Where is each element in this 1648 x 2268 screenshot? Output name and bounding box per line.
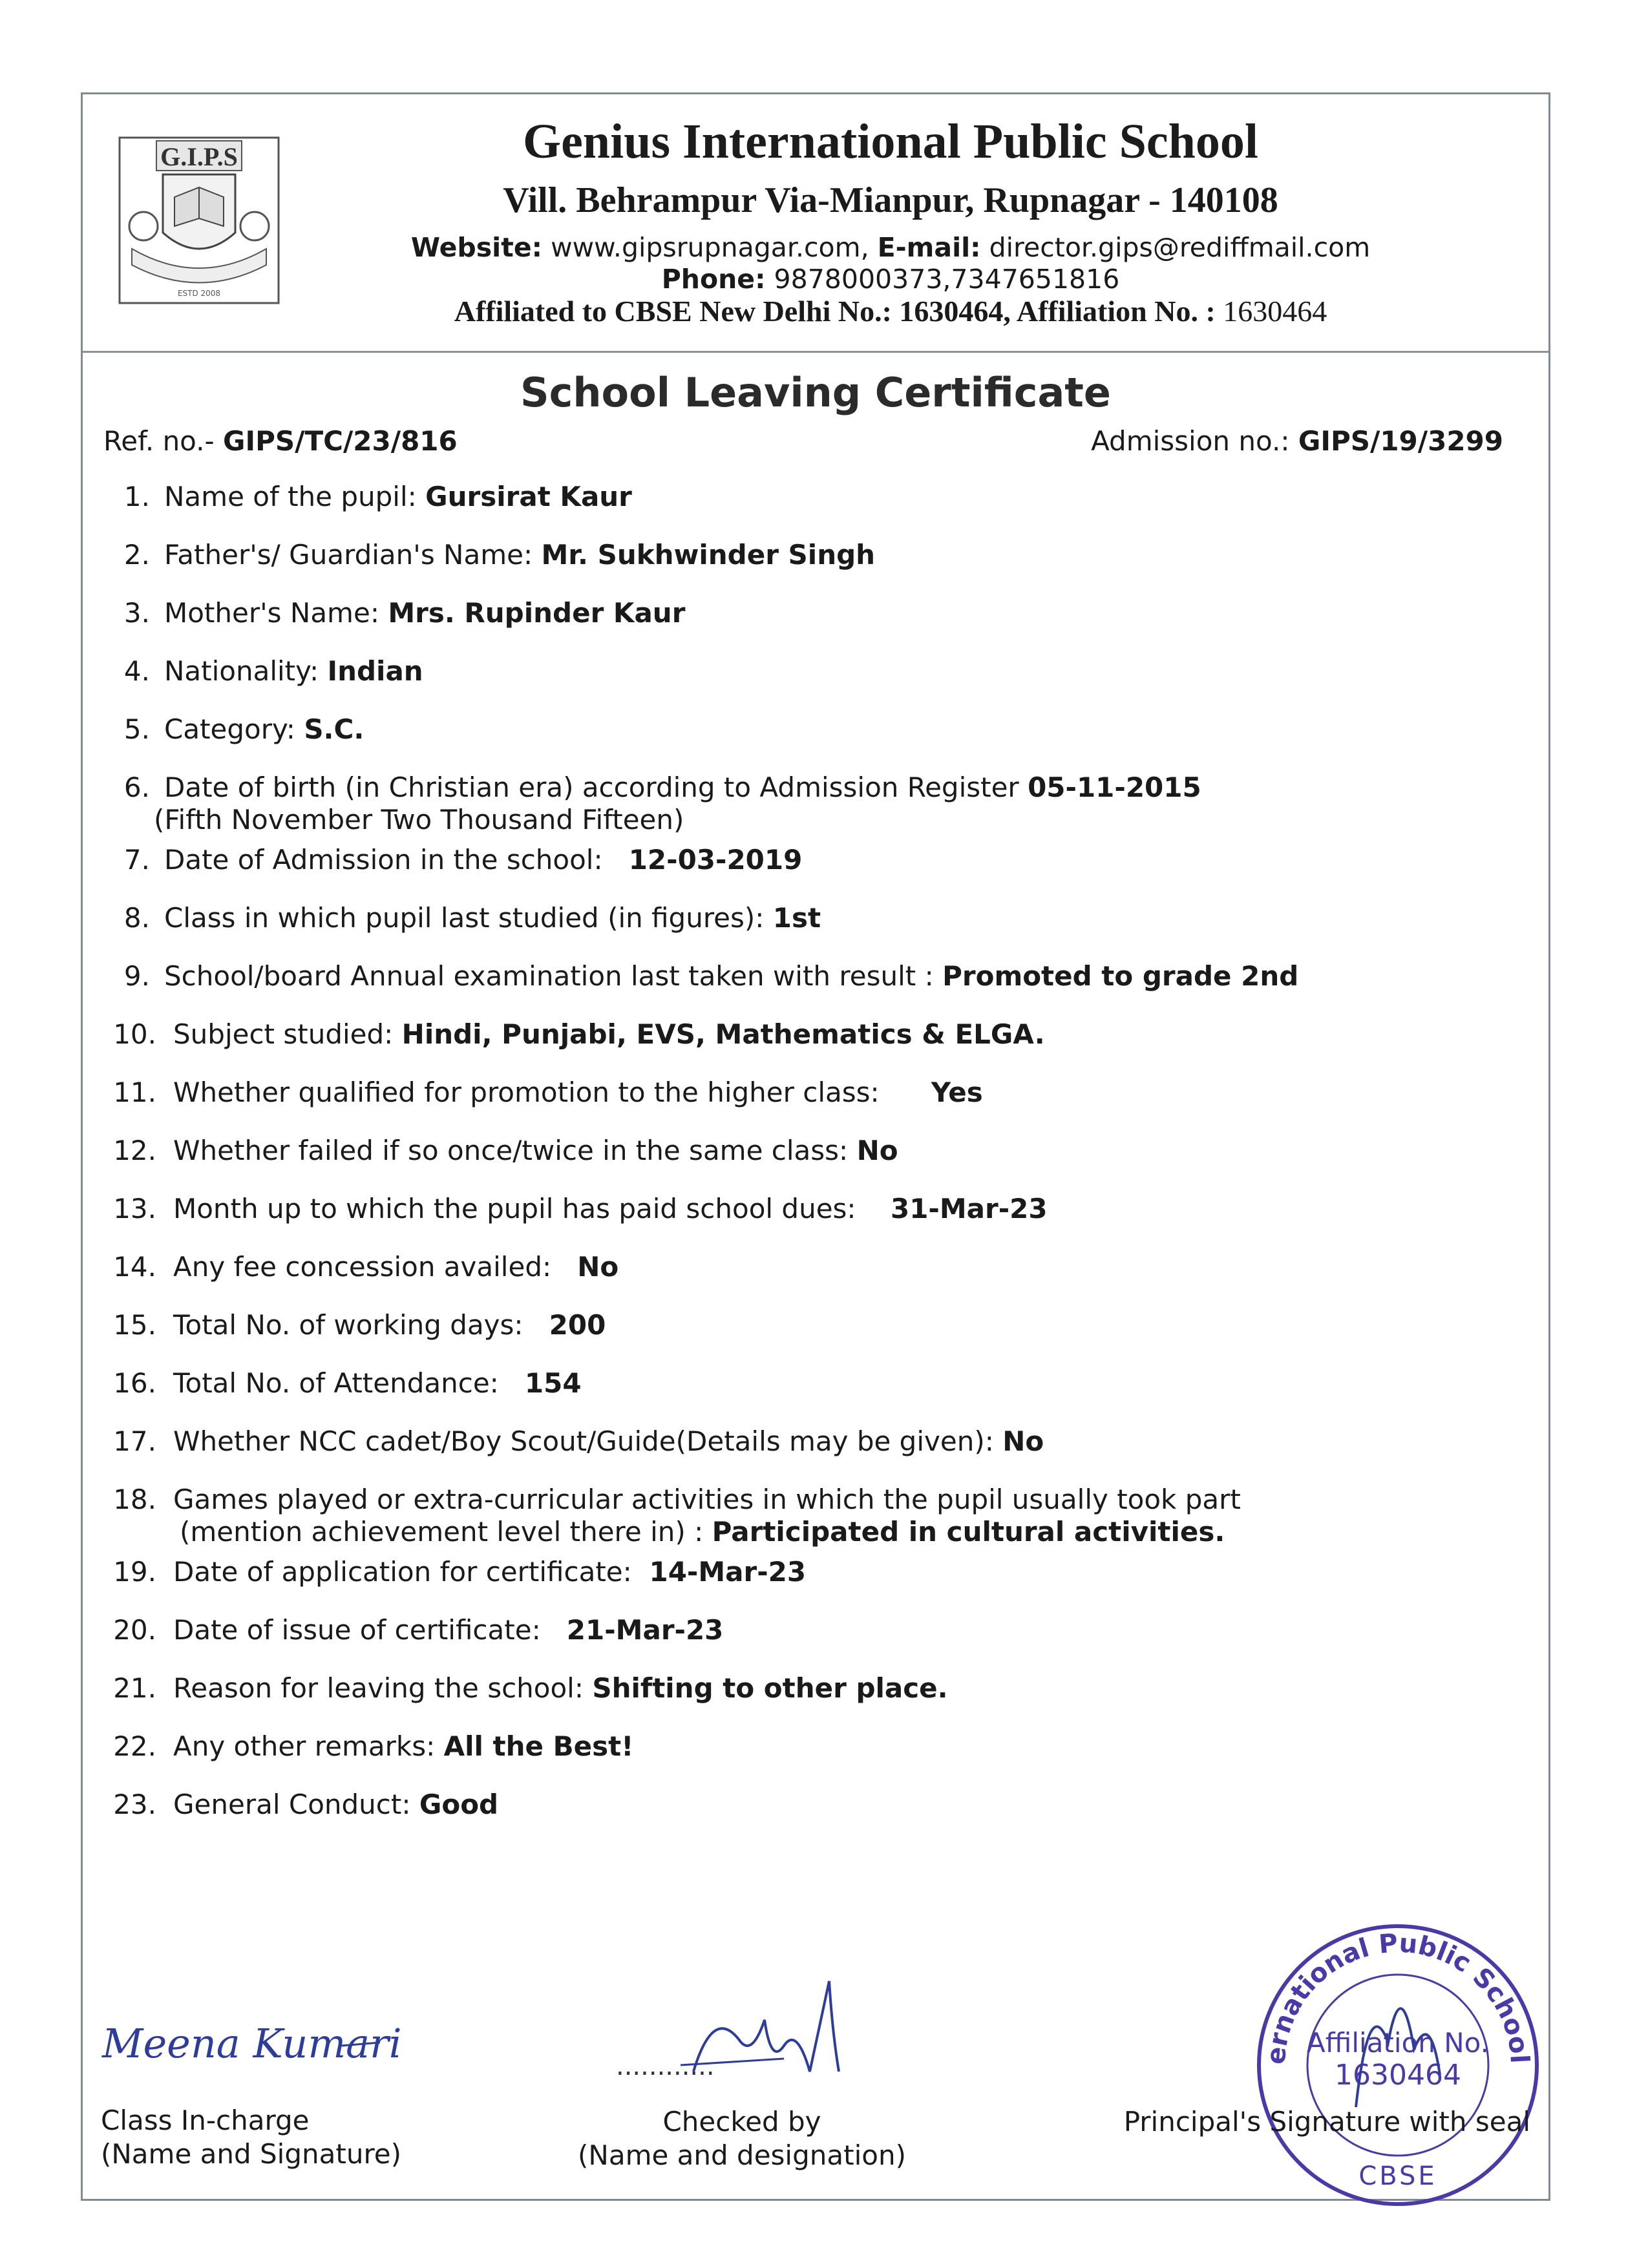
item-number: 15. [113,1309,156,1341]
certificate-frame [81,92,1550,2201]
item-value: 154 [524,1367,582,1399]
item-label: Category: [164,713,295,745]
item-label: Reason for leaving the school: [173,1672,584,1704]
list-item [103,1484,1525,1548]
item-value: Mr. Sukhwinder Singh [541,539,876,571]
item-label: Date of application for certificate: [173,1556,632,1588]
item-label: Name of the pupil: [164,481,417,512]
checked-by-label [561,2105,923,2172]
item-label: Subject studied: [173,1018,394,1050]
checked-by-title: Checked by [662,2106,821,2137]
item-label: School/board Annual examination last taken with result : [164,960,934,992]
school-seal [1246,1913,1550,2217]
admission-number [1091,425,1503,457]
item-number: 6. [123,772,150,803]
email-label: E-mail: [877,232,981,263]
item-number: 10. [113,1018,156,1050]
item-value: 05-11-2015 [1028,772,1201,803]
item-value: Yes [931,1076,983,1108]
item-number: 7. [123,844,150,876]
list-item [103,1367,1525,1400]
item-value: 12-03-2019 [628,844,803,876]
item-number: 19. [113,1556,156,1588]
affiliation-prefix: Affiliated to CBSE New Delhi No.: 1630464, Affiliation No. : [454,295,1216,328]
item-value: All the Best! [443,1730,634,1762]
item-label: Date of birth (in Christian era) according to Admission Register [164,772,1019,803]
certificate-title: School Leaving Certificate [520,369,1111,416]
list-item [103,1672,1525,1705]
item-sub-text: (Fifth November Two Thousand Fifteen) [154,804,684,835]
item-label: Whether failed if so once/twice in the same class: [173,1135,849,1166]
class-incharge-label [101,2104,401,2171]
item-label: Any fee concession availed: [173,1251,552,1283]
affiliation-number: 1630464 [1223,295,1327,328]
item-label: Month up to which the pupil has paid school dues: [173,1193,856,1224]
item-number: 9. [123,960,150,992]
item-number: 14. [113,1251,156,1283]
item-value: S.C. [304,713,364,745]
item-number: 1. [123,481,150,512]
item-value: Hindi, Punjabi, EVS, Mathematics & ELGA. [401,1018,1045,1050]
list-item [103,713,1525,746]
list-item [103,1018,1525,1051]
list-item [103,655,1525,688]
item-number: 22. [113,1730,156,1762]
item-number: 18. [113,1484,156,1515]
school-header [83,94,1548,353]
list-item [103,1193,1525,1225]
item-number: 2. [123,539,150,571]
website-email-line [328,232,1453,263]
list-item [103,539,1525,571]
item-value: Mrs. Rupinder Kaur [388,597,686,629]
item-number: 17. [113,1425,156,1457]
item-label: Class in which pupil last studied (in figures): [164,902,765,934]
class-incharge-signature-text: Meena Kumari [102,2020,402,2067]
item-label: Date of Admission in the school: [164,844,603,876]
phone-label: Phone: [661,264,766,295]
item-value: 21-Mar-23 [566,1614,724,1646]
item-value: Gursirat Kaur [425,481,632,512]
item-value: 14-Mar-23 [649,1556,807,1588]
school-name: Genius International Public School [522,114,1259,169]
dotted-line: ............ [616,2052,715,2081]
item-label: Father's/ Guardian's Name: [164,539,533,571]
ref-label: Ref. no.- [103,425,215,457]
list-item [103,1076,1525,1109]
class-incharge-subtitle: (Name and Signature) [101,2138,402,2170]
list-item [103,1309,1525,1341]
seal-affiliation-label: Affiliation No. [1307,2027,1489,2059]
item-value: No [856,1135,898,1166]
item-value: No [577,1251,619,1283]
item-label: Whether NCC cadet/Boy Scout/Guide(Details may be given): [173,1425,994,1457]
school-logo [118,136,280,305]
item-number: 20. [113,1614,156,1646]
item-label: Total No. of Attendance: [173,1367,499,1399]
item-label: Nationality: [164,655,319,687]
logo-text: G.I.P.S [160,142,238,171]
phone-line [328,264,1453,295]
item-value: Good [419,1789,499,1820]
item-value: 1st [772,902,821,934]
list-item [103,1556,1525,1588]
item-number: 4. [123,655,150,687]
list-item [103,597,1525,629]
principal-label: Principal's Signature with seal [1123,2106,1530,2137]
class-incharge-title: Class In-charge [101,2105,310,2136]
item-number: 16. [113,1367,156,1399]
list-item [103,902,1525,934]
school-address: Vill. Behrampur Via-Mianpur, Rupnagar - 140108 [503,180,1278,220]
phone-number: 9878000373,7347651816 [774,264,1120,295]
item-value: Indian [327,655,423,687]
item-number: 23. [113,1789,156,1820]
admission-label: Admission no.: [1091,425,1290,457]
item-label: Mother's Name: [164,597,379,629]
seal-outer-text: ernational Public School [1261,1928,1535,2066]
item-number: 5. [123,713,150,745]
checked-by-signature [616,1968,861,2097]
item-value: 31-Mar-23 [890,1193,1048,1224]
item-value: Promoted to grade 2nd [942,960,1299,992]
item-number: 3. [123,597,150,629]
item-label: Any other remarks: [173,1730,436,1762]
email-link[interactable]: director.gips@rediffmail.com [989,232,1371,263]
website-link[interactable]: www.gipsrupnagar.com, [551,232,869,263]
reference-number [103,425,458,457]
list-item [103,1425,1525,1458]
list-item [103,844,1525,876]
admission-value: GIPS/19/3299 [1298,425,1503,457]
seal-board: CBSE [1358,2161,1437,2191]
svg-text:ESTD 2008: ESTD 2008 [177,289,221,298]
list-item [103,481,1525,513]
item-label: Whether qualified for promotion to the higher class: [173,1076,880,1108]
list-item [103,1730,1525,1763]
list-item [103,1614,1525,1646]
list-item [103,1789,1525,1821]
list-item [103,1135,1525,1167]
list-item [103,1251,1525,1283]
item-number: 11. [113,1076,156,1108]
item-label: Date of issue of certificate: [173,1614,541,1646]
item-label: Games played or extra-curricular activities in which the pupil usually took part [173,1484,1241,1515]
item-value: Participated in cultural activities. [712,1516,1225,1548]
item-value: 200 [549,1309,606,1341]
checked-by-subtitle: (Name and designation) [578,2139,906,2171]
item-label: General Conduct: [173,1789,411,1820]
list-item [103,772,1525,836]
item-number: 12. [113,1135,156,1166]
item-label: Total No. of working days: [173,1309,523,1341]
item-number: 8. [123,902,150,934]
item-sub-label: (mention achievement level there in) : [180,1516,704,1548]
class-incharge-signature [96,1988,406,2078]
ref-value: GIPS/TC/23/816 [223,425,458,457]
seal-affiliation-number: 1630464 [1335,2059,1461,2092]
item-number: 13. [113,1193,156,1224]
item-value: No [1002,1425,1044,1457]
item-value: Shifting to other place. [592,1672,948,1704]
affiliation-line [328,294,1453,328]
website-label: Website: [410,232,543,263]
list-item [103,960,1525,992]
item-number: 21. [113,1672,156,1704]
